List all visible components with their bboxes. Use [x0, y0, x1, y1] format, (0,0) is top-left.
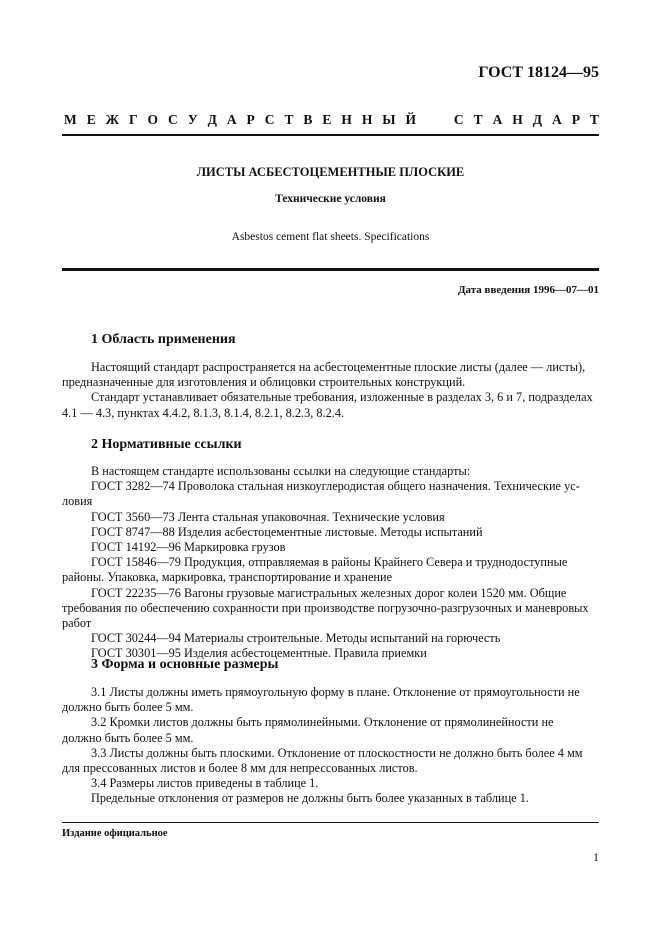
section-1-body: [62, 360, 599, 421]
category-letter: У: [187, 112, 198, 127]
category-letter: Й: [405, 112, 417, 127]
category-letter: А: [552, 112, 562, 127]
category-letter: Н: [512, 112, 523, 127]
paragraph-line: 4.1 — 4.3, пунктах 4.4.2, 8.1.3, 8.1.4, 8.2.1, 8.2.3, 8.2.4.: [62, 405, 345, 420]
section-1-heading: 1 Область применения: [91, 332, 236, 347]
title-rule: [62, 268, 599, 271]
paragraph-line: должно быть более 5 мм.: [62, 730, 194, 745]
header-rule: [62, 134, 599, 136]
paragraph-line: 3.1 Листы должны иметь прямоугольную форму в плане. Отклонение от прямоугольности не: [91, 685, 580, 699]
paragraph-line: Настоящий стандарт распространяется на асбестоцементные плоские листы (далее — листы),: [91, 360, 586, 374]
document-code: ГОСТ 18124—95: [478, 64, 599, 81]
reference-line: ГОСТ 3282—74 Проволока стальная низкоуглеродистая общего назначения. Технические ус-: [91, 479, 580, 494]
category-letter: М: [64, 112, 77, 127]
reference-line: ловия: [62, 494, 93, 509]
paragraph-line: В настоящем стандарте использованы ссылки на следующие стандарты:: [91, 464, 471, 478]
category-letter: С: [264, 112, 275, 127]
section-3-body: [62, 685, 599, 807]
paragraph-line: должно быть более 5 мм.: [62, 700, 194, 715]
paragraph-line: для прессованных листов и более 8 мм для непрессованных листов.: [62, 761, 418, 776]
category-letter: Ж: [105, 112, 120, 127]
reference-line: ГОСТ 30244—94 Материалы строительные. Методы испытаний на горючесть: [91, 631, 501, 646]
document-title: ЛИСТЫ АСБЕСТОЦЕМЕНТНЫЕ ПЛОСКИЕ: [196, 165, 465, 179]
paragraph-line: Стандарт устанавливает обязательные требования, изложенные в разделах 3, 6 и 7, подразделах: [91, 390, 593, 405]
date-of-introduction: Дата введения 1996—07—01: [457, 284, 599, 296]
paragraph-line: 3.3 Листы должны быть плоскими. Отклонение от плоскостности не должно быть более 4 мм: [91, 745, 583, 760]
reference-line: ГОСТ 3560—73 Лента стальная упаковочная. Технические условия: [91, 509, 445, 524]
category-letter: А: [226, 112, 237, 127]
category-gap: [426, 112, 444, 128]
section-2-body: [62, 464, 599, 662]
category-letter: Д: [207, 112, 217, 127]
paragraph-line: Предельные отклонения от размеров не должны быть более указанных в таблице 1.: [91, 791, 529, 806]
english-title: Asbestos cement flat sheets. Specifications: [231, 231, 430, 243]
reference-line: ГОСТ 22235—76 Вагоны грузовые магистральных железных дорог колеи 1520 мм. Общие: [91, 585, 567, 600]
document-subtitle: Технические условия: [275, 193, 386, 205]
category-letter: Р: [246, 112, 255, 127]
edition-label: Издание официальное: [62, 828, 168, 839]
reference-line: районы. Упаковка, маркировка, транспортирование и хранение: [62, 570, 393, 585]
section-2-heading: 2 Нормативные ссылки: [91, 437, 242, 452]
reference-line: ГОСТ 30301—95 Изделия асбестоцементные. Правила приемки: [91, 646, 427, 661]
category-letter: Н: [361, 112, 373, 127]
category-letter: Т: [284, 112, 294, 127]
category-letter: Е: [322, 112, 332, 127]
page-number: 1: [593, 850, 599, 864]
category-letter: Р: [571, 112, 580, 127]
section-3-heading: 3 Форма и основные размеры: [91, 657, 279, 672]
category-letter: Н: [341, 112, 352, 127]
category-letter: С: [168, 112, 178, 127]
category-letter: Е: [86, 112, 96, 127]
category-letter: Ы: [382, 112, 396, 127]
standard-category: [64, 112, 599, 128]
reference-line: ГОСТ 14192—96 Маркировка грузов: [91, 540, 286, 555]
category-letter: Т: [473, 112, 483, 127]
reference-line: требования по обеспечению сохранности при производстве погрузочно-разгрузочных и маневровых: [62, 600, 589, 615]
category-letter: Т: [589, 112, 599, 127]
reference-line: ГОСТ 8747—88 Изделия асбестоцементные листовые. Методы испытаний: [91, 524, 483, 539]
category-letter: Г: [128, 112, 138, 127]
reference-line: ГОСТ 15846—79 Продукция, отправляемая в районы Крайнего Севера и труднодоступные: [91, 555, 568, 570]
paragraph-line: 3.2 Кромки листов должны быть прямолинейными. Отклонение от прямолинейности не: [91, 715, 554, 730]
category-letter: С: [453, 112, 464, 127]
paragraph-line: 3.4 Размеры листов приведены в таблице 1.: [91, 776, 319, 791]
category-letter: О: [147, 112, 159, 127]
category-letter: А: [492, 112, 503, 127]
footer-rule: [62, 822, 599, 823]
reference-line: работ: [62, 616, 92, 631]
category-letter: Д: [532, 112, 543, 127]
paragraph-line: предназначенные для изготовления и облицовки строительных конструкций.: [62, 375, 466, 390]
category-letter: В: [303, 112, 313, 127]
